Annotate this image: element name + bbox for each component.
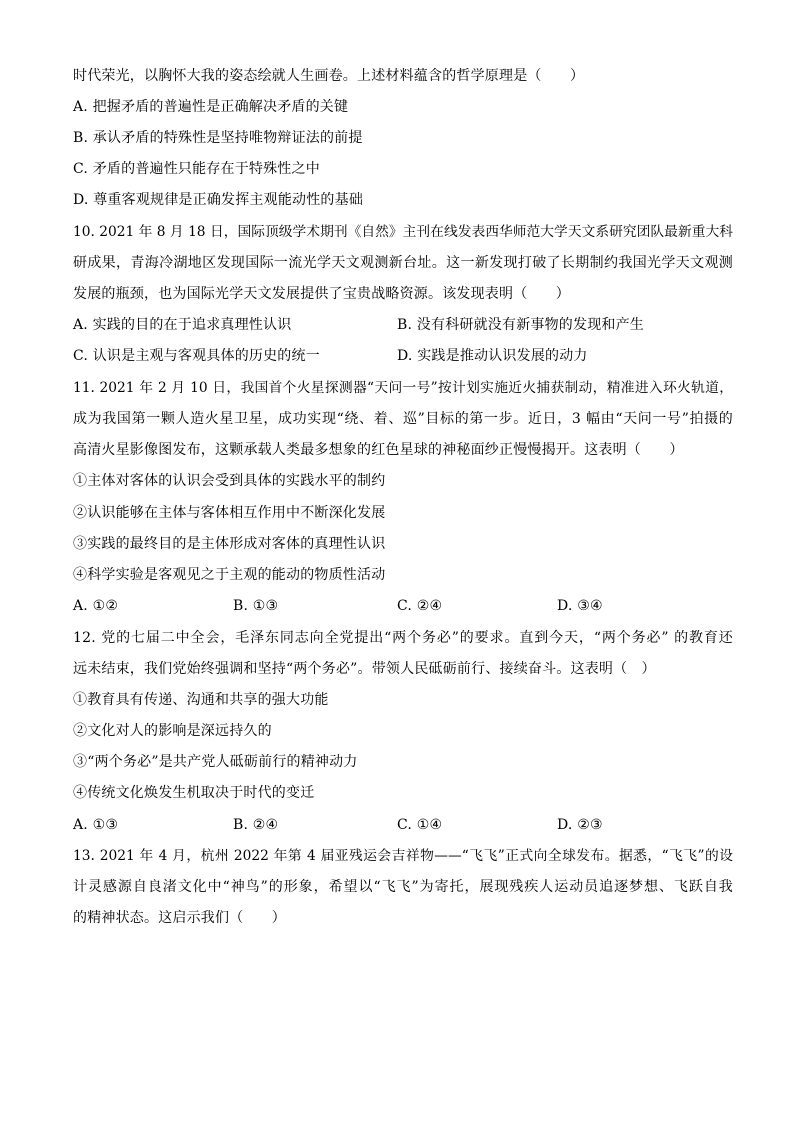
q12-option-b: B. ②④ [233, 817, 279, 833]
q9-option-b: B. 承认矛盾的特殊性是坚持唯物辩证法的前提 [73, 130, 363, 146]
q11-option-a: A. ①② [73, 598, 119, 614]
q10-stem-line-2: 研成果，青海冷湖地区发现国际一流光学天文观测新台址。这一新发现打破了长期制约我国光学天文观测 [73, 255, 733, 271]
q9-option-d: D. 尊重客观规律是正确发挥主观能动性的基础 [73, 192, 364, 208]
q9-stem-tail: 时代荣光，以胸怀大我的姿态绘就人生画卷。上述材料蕴含的哲学原理是（ ） [73, 68, 585, 84]
q10-stem-line-3: 发展的瓶颈，也为国际光学天文发展提供了宝贵战略资源。该发现表明（ ） [73, 286, 570, 302]
q12-stem-line-2: 远未结束，我们党始终强调和坚持“两个务必”。带领人民砥砺前行、接续奋斗。这表明（ ） [73, 661, 656, 677]
q11-option-d: D. ③④ [557, 598, 603, 614]
q10-option-b: B. 没有科研就没有新事物的发现和产生 [397, 317, 644, 333]
q11-statement-3: ③实践的最终目的是主体形成对客体的真理性认识 [73, 536, 386, 552]
q12-option-c: C. ①④ [397, 817, 443, 833]
q11-stem-line-2: 成为我国第一颗人造火星卫星，成功实现“绕、着、巡”目标的第一步。近日，3 幅由“天问一号”拍摄的 [73, 411, 733, 427]
q11-option-c: C. ②④ [397, 598, 443, 614]
q12-stem-line-1: 12. 党的七届二中全会，毛泽东同志向全党提出“两个务必”的要求。直到今天，“两个务必” 的教育还 [73, 630, 733, 646]
q12-statement-1: ①教育具有传递、沟通和共享的强大功能 [73, 692, 329, 708]
q10-option-c: C. 认识是主观与客观具体的历史的统一 [73, 348, 320, 364]
q11-statement-1: ①主体对客体的认识会受到具体的实践水平的制约 [73, 473, 386, 489]
q12-option-d: D. ②③ [557, 817, 603, 833]
q10-option-d: D. 实践是推动认识发展的动力 [397, 348, 588, 364]
q10-stem-line-1: 10. 2021 年 8 月 18 日，国际顶级学术期刊《自然》主刊在线发表西华师范大学天文系研究团队最新重大科 [73, 224, 733, 240]
q10-option-a: A. 实践的目的在于追求真理性认识 [73, 317, 292, 333]
q9-option-c: C. 矛盾的普遍性只能存在于特殊性之中 [73, 161, 320, 177]
q11-statement-2: ②认识能够在主体与客体相互作用中不断深化发展 [73, 505, 386, 521]
q11-stem-line-3: 高清火星影像图发布，这颗承载人类最多想象的红色星球的神秘面纱正慢慢揭开。这表明（ ） [73, 442, 684, 458]
q12-option-a: A. ①③ [73, 817, 119, 833]
q13-stem-line-3: 的精神状态。这启示我们（ ） [73, 910, 286, 926]
q13-stem-line-1: 13. 2021 年 4 月，杭州 2022 年第 4 届亚残运会吉祥物——“飞飞”正式向全球发布。据悉，“飞飞”的设 [73, 848, 733, 864]
q9-option-a: A. 把握矛盾的普遍性是正确解决矛盾的关键 [73, 99, 349, 115]
q11-stem-line-1: 11. 2021 年 2 月 10 日，我国首个火星探测器“天问一号”按计划实施近火捕获制动，精准进入环火轨道， [73, 380, 733, 396]
q12-statement-3: ③“两个务必”是共产党人砥砺前行的精神动力 [73, 754, 358, 770]
q12-statement-4: ④传统文化焕发生机取决于时代的变迁 [73, 785, 315, 801]
q13-stem-line-2: 计灵感源自良渚文化中“神鸟”的形象，希望以“飞飞”为寄托，展现残疾人运动员追逐梦想、飞跃自我 [73, 879, 733, 895]
q11-option-b: B. ①③ [233, 598, 279, 614]
q11-statement-4: ④科学实验是客观见之于主观的能动的物质性活动 [73, 567, 386, 583]
q12-statement-2: ②文化对人的影响是深远持久的 [73, 723, 272, 739]
